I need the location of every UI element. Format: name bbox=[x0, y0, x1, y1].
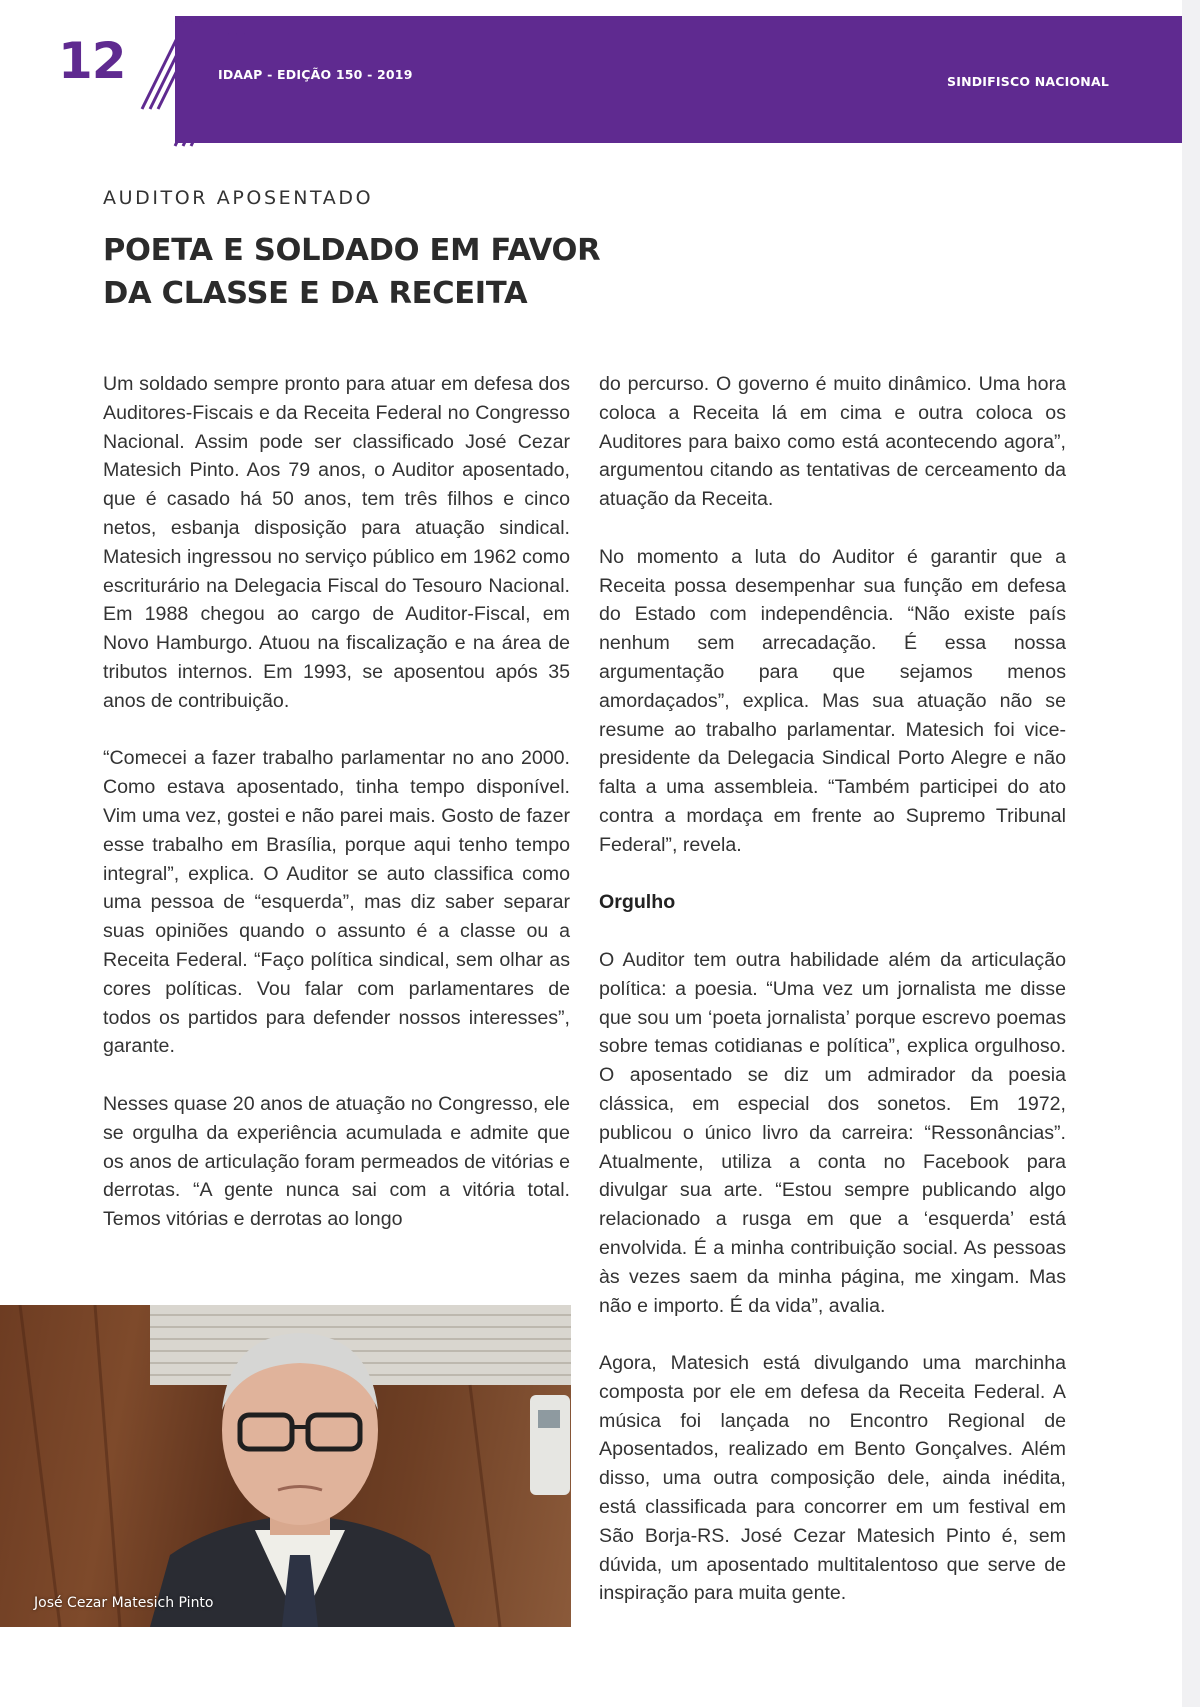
subheading: Orgulho bbox=[599, 891, 676, 914]
paragraph: No momento a luta do Auditor é garantir que a Receita possa desempenhar sua função em defesa do Estado com independência. “Não existe país nenhum sem arrecadação. É essa nossa argumentação para que sejamos menos amordaçados”, explica. Mas sua atuação não se resume ao trabalho parlamentar. Matesich foi vice-presidente da Delegacia Sindical Porto Alegre e não falta a uma assembleia. “Também participei do ato contra a mordaça em frente ao Supremo Tribunal Federal”, revela. bbox=[599, 545, 1066, 856]
edition-label: IDAAP - EDIÇÃO 150 - 2019 bbox=[218, 67, 413, 82]
photo-caption: José Cezar Matesich Pinto bbox=[34, 1595, 214, 1611]
paragraph: Um soldado sempre pronto para atuar em defesa dos Auditores-Fiscais e da Receita Federal no Congresso Nacional. Assim pode ser classificado José Cezar Matesich Pinto. Aos 79 anos, o Auditor aposentado, que é casado há 50 anos, tem três filhos e cinco netos, esbanja disposição para atuação sindical. Matesich ingressou no serviço público em 1962 como escriturário na Delegacia Fiscal do Tesouro Nacional. Em 1988 chegou ao cargo de Auditor-Fiscal, em Novo Hamburgo. Atuou na fiscalização e na área de tributos internos. Em 1993, se aposentou após 35 anos de contribuição. bbox=[103, 373, 570, 712]
paragraph: Nesses quase 20 anos de atuação no Congresso, ele se orgulha da experiência acumulada e admite que os anos de articulação foram permeados de vitórias e derrotas. “A gente nunca sai com a vitória total. Temos vitórias e derrotas ao longo bbox=[103, 1092, 570, 1231]
paragraph: do percurso. O governo é muito dinâmico. Uma hora coloca a Receita lá em cima e outra coloca os Auditores para baixo como está acontecendo agora”, argumentou citando as tentativas de cerceamento da atuação da Receita. bbox=[599, 373, 1066, 511]
publisher-label: SINDIFISCO NACIONAL bbox=[947, 74, 1109, 89]
article-column-right bbox=[599, 370, 1066, 1637]
portrait-illustration bbox=[0, 1305, 571, 1627]
section-label: AUDITOR APOSENTADO bbox=[103, 187, 374, 209]
headline-line-2: DA CLASSE E DA RECEITA bbox=[103, 276, 528, 311]
paragraph: “Comecei a fazer trabalho parlamentar no ano 2000. Como estava aposentado, tinha tempo disponível. Vim uma vez, gostei e não parei mais. Gosto de fazer esse trabalho em Brasília, porque aqui tenho tempo integral”, explica. O Auditor se auto classifica como uma pessoa de “esquerda”, mas diz saber separar suas opiniões quando o assunto é a classe ou a Receita Federal. “Faço política sindical, sem olhar as cores políticas. Vou falar com parlamentares de todos os partidos para defender nossos interesses”, garante. bbox=[103, 747, 570, 1058]
paragraph: O Auditor tem outra habilidade além da articulação política: a poesia. “Uma vez um jornalista me disse que sou um ‘poeta jornalista’ porque escrevo poemas sobre temas cotidianas e política”, explica orgulhoso. O aposentado se diz um admirador da poesia clássica, em especial dos sonetos. Em 1972, publicou o único livro da carreira: “Ressonâncias”. Atualmente, utiliza a conta no Facebook para divulgar sua arte. “Estou sempre publicando algo relacionado a rusga em que a ‘esquerda’ está envolvida. É a minha contribuição social. As pessoas às vezes saem da minha página, me xingam. Mas não e importo. É da vida”, avalia. bbox=[599, 948, 1066, 1317]
article-headline bbox=[103, 229, 723, 315]
article-column-left bbox=[103, 370, 570, 1263]
page-number: 12 bbox=[58, 32, 126, 90]
portrait-photo bbox=[0, 1305, 571, 1627]
headline-line-1: POETA E SOLDADO EM FAVOR bbox=[103, 233, 601, 268]
paragraph: Agora, Matesich está divulgando uma marchinha composta por ele em defesa da Receita Federal. A música foi lançada no Encontro Regional de Aposentados, realizado em Bento Gonçalves. Além disso, uma outra composição dele, ainda inédita, está classificada para concorrer em um festival em São Borja-RS. José Cezar Matesich Pinto é, sem dúvida, um aposentado multitalentoso que serve de inspiração para muita gente. bbox=[599, 1352, 1066, 1605]
